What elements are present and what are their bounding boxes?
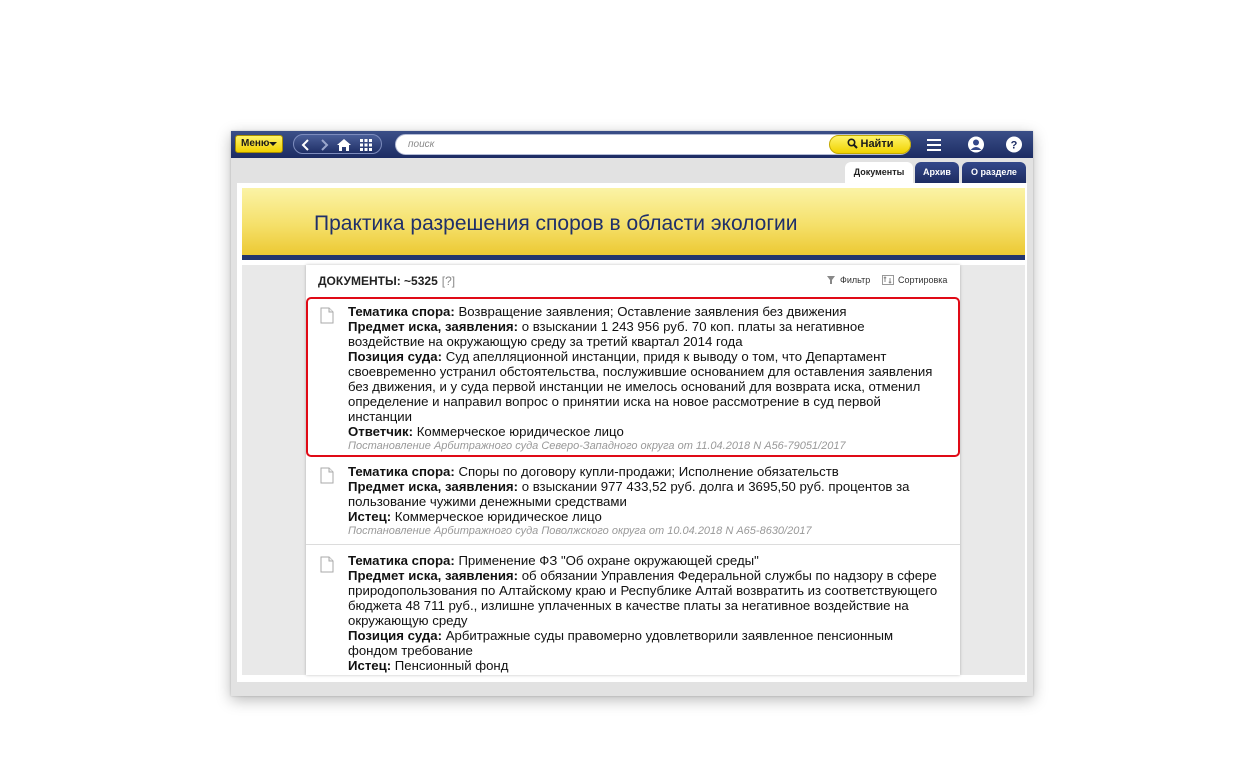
section-banner <box>242 188 1025 260</box>
find-button-label: Найти <box>860 138 894 150</box>
search-input[interactable] <box>408 137 808 152</box>
field-value: Споры по договору купли-продажи; Исполнение обязательств <box>454 464 839 479</box>
find-button[interactable] <box>829 135 911 154</box>
document-item-3[interactable] <box>306 546 960 675</box>
document-icon <box>320 467 334 484</box>
tab-documents[interactable]: Документы <box>845 162 913 183</box>
user-icon[interactable] <box>965 134 987 155</box>
document-field <box>348 509 938 524</box>
document-field <box>348 424 938 439</box>
sort-icon <box>882 275 894 285</box>
field-value: Коммерческое юридическое лицо <box>391 509 602 524</box>
document-source-link[interactable]: Постановление Арбитражного суда Северо-Западного округа от 11.04.2018 N А56-79051/2017 <box>348 440 846 452</box>
navigation-group <box>293 134 382 154</box>
field-value: Арбитражные суды правомерно удовлетворили заявленное пенсионным фондом требование <box>348 628 894 658</box>
window-bottom-edge <box>231 682 1033 696</box>
field-value: об обязании Управления Федеральной службы по надзору в сфере природопользования по Алтайскому краю и Республике Алтай возвратить из соответствующего бюджета 48 711 руб., излишне уплаченных в качестве платы за негативное воздействие на окружающую среду <box>348 568 938 628</box>
app-window <box>231 131 1033 696</box>
grid-icon[interactable] <box>357 137 375 153</box>
document-text <box>348 304 938 454</box>
field-label: Тематика спора: <box>348 304 455 319</box>
tab-archive[interactable]: Архив <box>915 162 959 183</box>
field-value: Применение ФЗ "Об охране окружающей среды" <box>454 553 759 568</box>
document-text <box>348 464 938 539</box>
document-field <box>348 319 938 349</box>
document-item-2[interactable] <box>306 458 960 545</box>
home-icon[interactable] <box>335 137 353 153</box>
document-field <box>348 464 938 479</box>
document-field <box>348 568 938 628</box>
filter-icon <box>826 275 836 285</box>
field-label: Позиция суда: <box>348 349 443 364</box>
document-icon <box>320 556 334 573</box>
document-icon <box>320 307 334 324</box>
menu-button[interactable] <box>235 135 283 153</box>
document-count-label: ДОКУМЕНТЫ: ~5325 <box>318 274 438 288</box>
field-value: Суд апелляционной инстанции, придя к выводу о том, что Департамент своевременно устранил обстоятельства, послужившие основанием для оставления заявления без движения, и у суда первой инстанции не имелось оснований для возврата иска, отменил определение и направил вопрос о принятии иска на новое рассмотрение в суд первой инстанции <box>348 349 933 424</box>
document-item-1[interactable] <box>306 297 960 457</box>
field-value: о взыскании 1 243 956 руб. 70 коп. платы за негативное воздействие на окружающую среду за третий квартал 2014 года <box>348 319 865 349</box>
document-text <box>348 553 938 673</box>
field-label: Тематика спора: <box>348 553 455 568</box>
count-help-link[interactable]: [?] <box>441 274 456 288</box>
sort-button[interactable] <box>882 275 947 285</box>
document-source-link[interactable]: Постановление Арбитражного суда Поволжского округа от 10.04.2018 N А65-8630/2017 <box>348 525 812 537</box>
chevron-left-icon[interactable] <box>297 137 315 153</box>
document-field <box>348 658 938 673</box>
document-count <box>318 274 455 288</box>
field-value: о взыскании 977 433,52 руб. долга и 3695,50 руб. процентов за пользование чужими денежными средствами <box>348 479 910 509</box>
help-icon[interactable] <box>1003 134 1025 155</box>
document-field <box>348 553 938 568</box>
document-field <box>348 628 938 658</box>
list-menu-icon[interactable] <box>923 134 945 155</box>
caret-down-icon <box>269 142 277 146</box>
document-list-panel <box>306 265 960 675</box>
field-value: Коммерческое юридическое лицо <box>413 424 624 439</box>
tab-about[interactable]: О разделе <box>962 162 1026 183</box>
document-field <box>348 479 938 509</box>
document-field <box>348 349 938 424</box>
field-label: Истец: <box>348 509 392 524</box>
field-label: Предмет иска, заявления: <box>348 319 519 334</box>
field-label: Тематика спора: <box>348 464 455 479</box>
field-label: Предмет иска, заявления: <box>348 479 519 494</box>
content-area <box>237 183 1027 682</box>
field-label: Позиция суда: <box>348 628 443 643</box>
field-value: Возвращение заявления; Оставление заявления без движения <box>454 304 847 319</box>
field-label: Ответчик: <box>348 424 414 439</box>
top-toolbar <box>231 131 1033 158</box>
field-label: Предмет иска, заявления: <box>348 568 519 583</box>
field-value: Пенсионный фонд <box>391 658 509 673</box>
chevron-right-icon[interactable] <box>315 137 333 153</box>
filter-label: Фильтр <box>840 275 871 285</box>
filter-button[interactable] <box>826 275 870 285</box>
svg-text:?: ? <box>1010 139 1018 152</box>
search-icon <box>847 138 858 149</box>
menu-button-label: Меню <box>241 138 270 149</box>
field-label: Истец: <box>348 658 392 673</box>
sort-label: Сортировка <box>898 275 948 285</box>
page-title: Практика разрешения споров в области экологии <box>314 212 798 235</box>
document-list-header <box>306 265 960 292</box>
document-field <box>348 304 938 319</box>
